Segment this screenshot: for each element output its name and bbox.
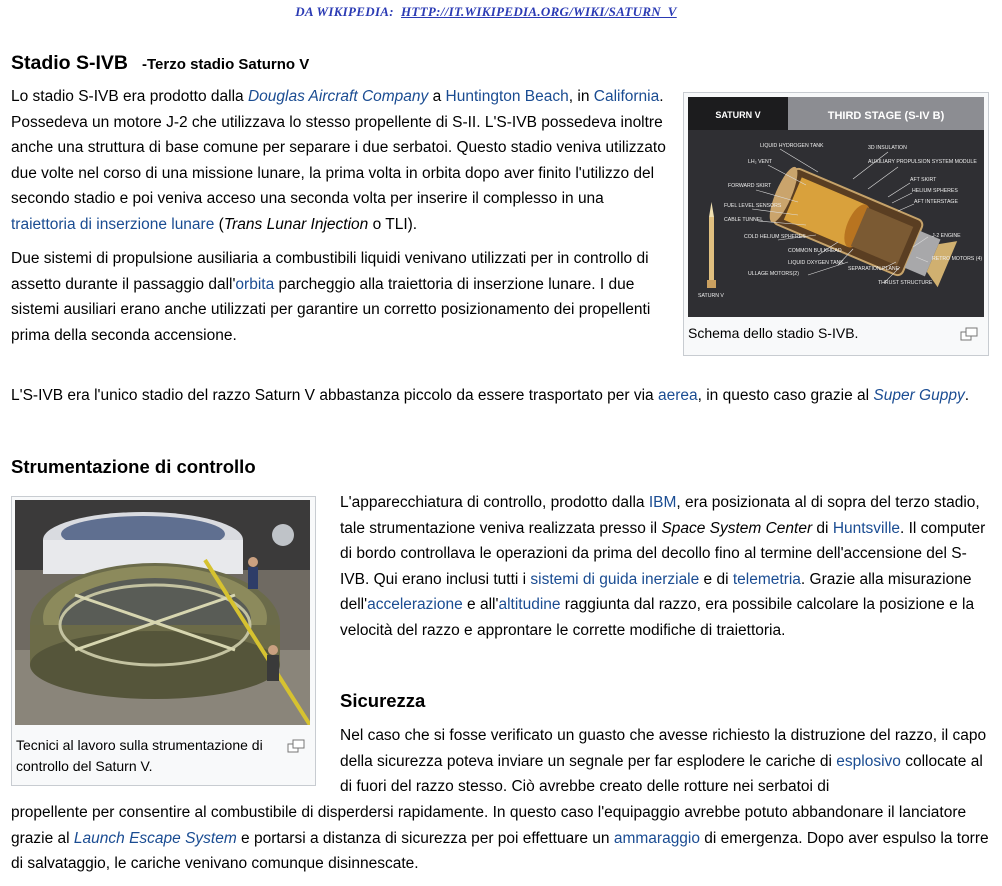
- section-title-stadio: [11, 52, 309, 75]
- link-telemetria[interactable]: telemetria: [732, 570, 801, 588]
- diagram-label: LIQUID HYDROGEN TANK: [760, 143, 824, 149]
- diagram-label: LIQUID OXYGEN TANK: [788, 260, 844, 266]
- link-launch-escape-system[interactable]: Launch Escape System: [73, 829, 237, 847]
- diagram-label: COLD HELIUM SPHERES: [744, 234, 806, 240]
- link-huntsville[interactable]: Huntsville: [832, 519, 901, 537]
- diagram-label: ULLAGE MOTORS(2): [748, 271, 799, 277]
- section1-body: [11, 84, 671, 348]
- link-accelerazione[interactable]: accelerazione: [367, 596, 463, 613]
- section-title-text: Stadio S-IVB: [11, 52, 129, 74]
- diagram-label: RETRO MOTORS (4): [932, 256, 983, 262]
- section2-body: [340, 490, 990, 643]
- figure-s-ivb: [683, 92, 989, 356]
- link-ibm[interactable]: IBM: [648, 494, 677, 511]
- section3-body: [340, 723, 990, 800]
- link-sistemi-guida-inerziale[interactable]: sistemi di guida inerziale: [530, 570, 700, 588]
- link-california[interactable]: California: [593, 88, 660, 105]
- section-title-strumentazione: Strumentazione di controllo: [11, 456, 256, 477]
- figure-strumentazione: [11, 496, 316, 786]
- diagram-label: FORWARD SKIRT: [728, 183, 772, 189]
- section-subtitle: -Terzo stadio Saturno V: [142, 56, 310, 73]
- section3-body-wide: [11, 800, 991, 877]
- paragraph: propellente per consentire al combustibile di disperdersi rapidamente. In questo caso l'equipaggio avrebbe potuto abbandonare il lanciatore grazie al Launch Escape System e portarsi a distanza di sicurezza per poi effettuare un ammaraggio di emergenza. Dopo aver espulso la torre di salvataggio, le cariche venivano comunque disinnescate.: [11, 804, 989, 872]
- magnify-icon[interactable]: [287, 739, 305, 753]
- figure-caption: Tecnici al lavoro sulla strumentazione di controllo del Saturn V.: [16, 737, 263, 774]
- link-huntington-beach[interactable]: Huntington Beach: [445, 88, 569, 105]
- diagram-label: THRUST STRUCTURE: [878, 280, 933, 286]
- link-orbita[interactable]: orbita: [235, 275, 275, 293]
- diagram-label: 3D INSULATION: [868, 145, 907, 151]
- paragraph: Lo stadio S-IVB era prodotto dalla Douglas Aircraft Company a Huntington Beach, in California. Possedeva un motore J-2 che utilizzava lo stesso propellente di S-II. L'S-IVB possedeva inoltre anche una struttura di base comune per separare i due serbatoi. Questo stadio veniva utilizzato due volte nel corso di una missione lunare, la prima volta in orbita dopo aver finito l'utilizzo del secondo stadio e poi veniva acceso una seconda volta per inserire il complesso in una traiettoria di inserzione lunare (Trans Lunar Injection o TLI).: [11, 88, 666, 233]
- diagram-label: SEPARATION PLANE: [848, 266, 900, 272]
- source-prefix: DA WIKIPEDIA:: [295, 4, 394, 19]
- paragraph: L'S-IVB era l'unico stadio del razzo Saturn V abbastanza piccolo da essere trasportato per via aerea, in questo caso grazie al Super Guppy.: [11, 387, 970, 404]
- diagram-label: J-2 ENGINE: [932, 233, 961, 239]
- paragraph: Nel caso che si fosse verificato un guasto che avesse richiesto la distruzione del razzo, il capo della sicurezza poteva inviare un segnale per far esplodere le cariche di esplosivo collocate al di fuori del razzo stesso. Ciò avrebbe creato delle rotture nei serbatoi di: [340, 727, 987, 795]
- diagram-label: AFT SKIRT: [910, 177, 937, 183]
- link-ammaraggio[interactable]: ammaraggio: [613, 829, 700, 847]
- diagram-label: FUEL LEVEL SENSORS: [724, 203, 782, 209]
- instrument-unit-photo[interactable]: [15, 500, 310, 725]
- magnify-icon[interactable]: [960, 327, 978, 341]
- diagram-label: LH₂ VENT: [748, 159, 772, 165]
- link-douglas-aircraft[interactable]: Douglas Aircraft Company: [247, 88, 429, 105]
- diagram-header-right: THIRD STAGE (S-IV B): [827, 110, 945, 122]
- diagram-label: AUXILIARY PROPULSION SYSTEM MODULE: [868, 159, 977, 165]
- diagram-label: COMMON BULKHEAD: [788, 248, 842, 254]
- link-aerea[interactable]: aerea: [657, 387, 698, 404]
- link-traiettoria-lunare[interactable]: traiettoria di inserzione lunare: [11, 215, 215, 233]
- diagram-header-left: SATURN V: [715, 110, 761, 120]
- paragraph: Due sistemi di propulsione ausiliaria a combustibili liquidi venivano utilizzati per in controllo di assetto durante il passaggio dall'orbita parcheggio alla traiettoria di inserzione lunare. I due sistemi ausiliari erano anche utilizzati per garantire un corretto posizionamento dei propellenti prima della seconda accensione.: [11, 250, 651, 344]
- paragraph: L'apparecchiatura di controllo, prodotto dalla IBM, era posizionata al di sopra del terzo stadio, tale strumentazione veniva realizzata presso il Space System Center di Huntsville. Il computer di bordo controllava le operazioni da prima del decollo fino al termine dell'accensione del S-IVB. Qui erano inclusi tutti i sistemi di guida inerziale e di telemetria. Grazie alla misurazione dell'accelerazione e all'altitudine raggiunta dal razzo, era possibile calcolare la posizione e la velocità del razzo e approntare le corrette modifiche di traiettoria.: [340, 494, 986, 639]
- diagram-label: CABLE TUNNEL: [724, 217, 764, 223]
- diagram-label: HELIUM SPHERES: [912, 188, 958, 194]
- link-esplosivo[interactable]: esplosivo: [836, 752, 901, 770]
- section1-body-wide: [11, 383, 981, 409]
- source-url-link[interactable]: HTTP://IT.WIKIPEDIA.ORG/WIKI/SATURN_V: [401, 4, 677, 19]
- section-title-sicurezza: Sicurezza: [340, 690, 426, 711]
- link-super-guppy[interactable]: Super Guppy: [873, 387, 965, 404]
- diagram-label: AFT INTERSTAGE: [914, 199, 958, 205]
- link-altitudine[interactable]: altitudine: [498, 596, 561, 613]
- source-line: [0, 4, 972, 20]
- s-ivb-diagram-image[interactable]: [688, 97, 984, 317]
- figure-caption: Schema dello stadio S-IVB.: [688, 325, 859, 341]
- diagram-label: SATURN V: [698, 293, 724, 299]
